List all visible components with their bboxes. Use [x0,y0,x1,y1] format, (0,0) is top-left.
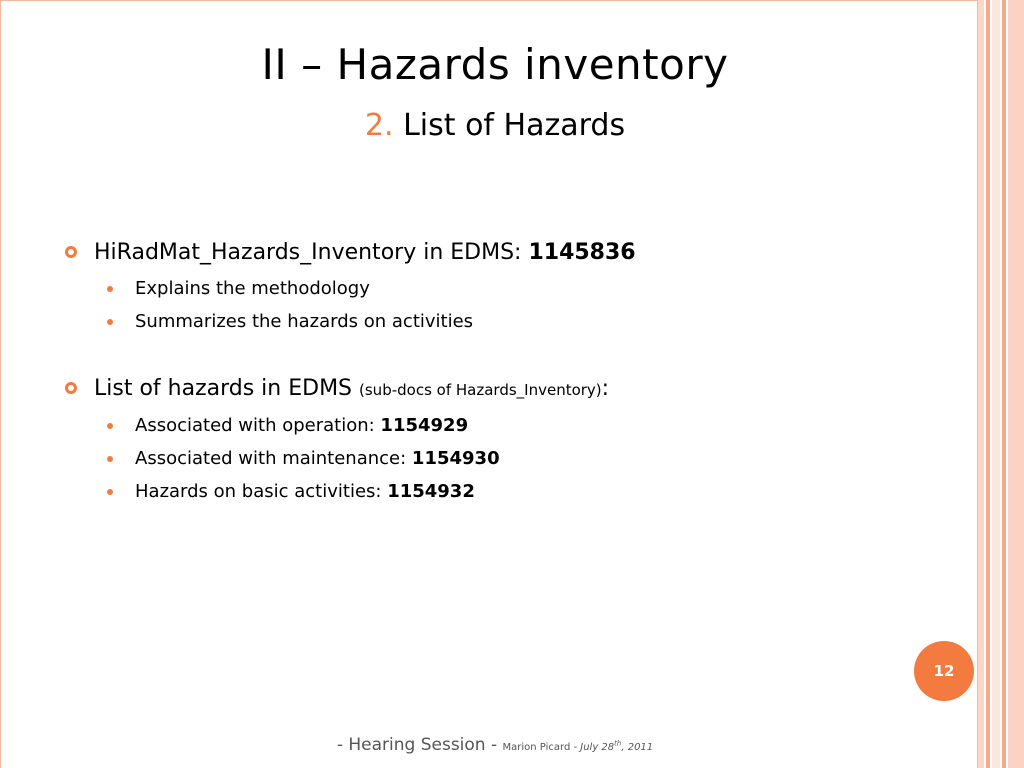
bullet-text: List of hazards in EDMS [94,376,360,401]
sub-bullet [62,475,942,508]
footer-session: - Hearing Session - [336,735,503,755]
edms-number: 1154930 [411,448,500,469]
bullet-list-of-hazards [62,374,942,405]
sub-bullet-text: Hazards on basic activities: [135,481,388,502]
ring-bullet-icon [65,246,77,258]
sub-bullet [62,442,942,475]
sub-bullet-text: Associated with operation: [135,415,381,436]
sub-bullet [62,409,942,442]
slide-content [62,238,942,508]
dot-bullet-icon [107,489,113,495]
dot-bullet-icon [107,456,113,462]
edms-number: 1154929 [380,415,469,436]
bullet-text: HiRadMat_Hazards_Inventory in EDMS: [94,240,529,265]
subtitle-text: List of Hazards [403,108,626,143]
sub-bullet [62,272,942,305]
slide-title: II – Hazards inventory [261,40,729,89]
edms-number: 1154932 [387,481,475,502]
subtitle-number: 2. [364,108,394,143]
footer-date: July 28th, 2011 [580,739,654,753]
bullet-edms-inventory [62,238,942,268]
bullet-note: (sub-docs of Hazards_Inventory) [359,381,602,399]
dot-bullet-icon [107,319,113,325]
dot-bullet-icon [107,286,113,292]
slide-footer [0,735,990,755]
slide-subtitle [0,108,990,143]
footer-author: Marion Picard - [502,742,581,753]
dot-bullet-icon [107,423,113,429]
sub-bullet-text: Summarizes the hazards on activities [135,311,474,332]
page-number-badge: 12 [914,641,974,701]
sub-bullet-text: Explains the methodology [135,278,370,299]
ring-bullet-icon [65,382,77,394]
edms-number: 1145836 [528,240,636,265]
bullet-suffix: : [601,376,610,401]
sub-bullet-text: Associated with maintenance: [135,448,412,469]
sub-bullet [62,305,942,338]
